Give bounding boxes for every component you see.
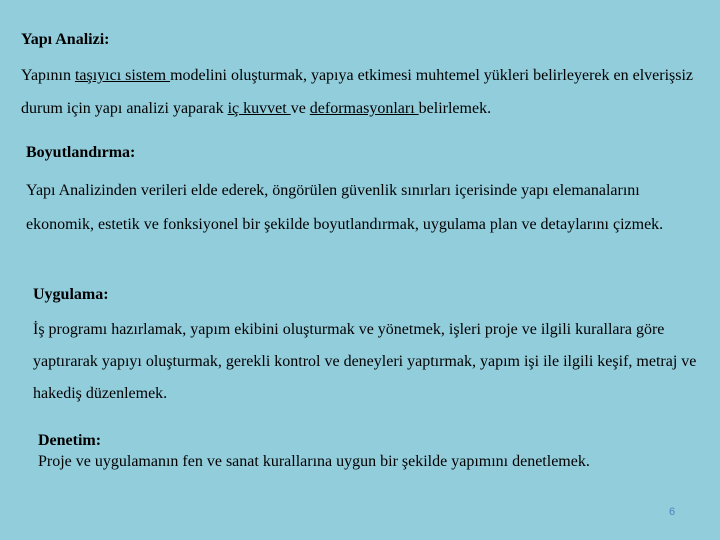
section-heading: Denetim: [38,432,102,449]
underlined-term: deformasyonları [309,100,419,117]
text-part: ve [290,100,310,117]
section-boyutlandirma [26,144,706,242]
section-heading: Boyutlandırma: [26,144,136,161]
underlined-term: iç kuvvet [227,100,291,117]
section-heading: Yapı Analizi: [21,31,110,48]
text-part: modelini oluşturmak, yapıya etkimesi muhtemel yükleri belirleyerek en elverişsiz durum için yapı analizi yaparak [21,67,694,117]
text-part: belirlemek. [418,100,492,117]
text-part: Yapının [21,67,75,84]
slide-number: 6 [669,506,676,518]
section-uygulama [33,286,703,410]
section-heading: Uygulama: [33,286,109,303]
section-denetim [38,430,708,472]
underlined-term: taşıyıcı sistem [74,67,171,84]
section-text: Yapı Analizinden verileri elde ederek, öngörülen güvenlik sınırları içerisinde yapı elemanalarını ekonomik, estetik ve fonksiyonel bir şekilde boyutlandırmak, uygulama plan ve detaylarını çizmek. [26,182,664,233]
section-yapi-analizi [21,31,711,125]
section-text: İş programı hazırlamak, yapım ekibini oluşturmak ve yönetmek, işleri proje ve ilgili kurallara göre yaptırarak yapıyı oluşturmak, gerekli kontrol ve deneyleri yaptırmak, yapım işi ile ilgili keşif, metraj ve hakediş düzenlemek. [33,321,697,402]
section-text [21,59,711,125]
section-text: Proje ve uygulamanın fen ve sanat kurallarına uygun bir şekilde yapımını denetlemek. [38,453,590,470]
